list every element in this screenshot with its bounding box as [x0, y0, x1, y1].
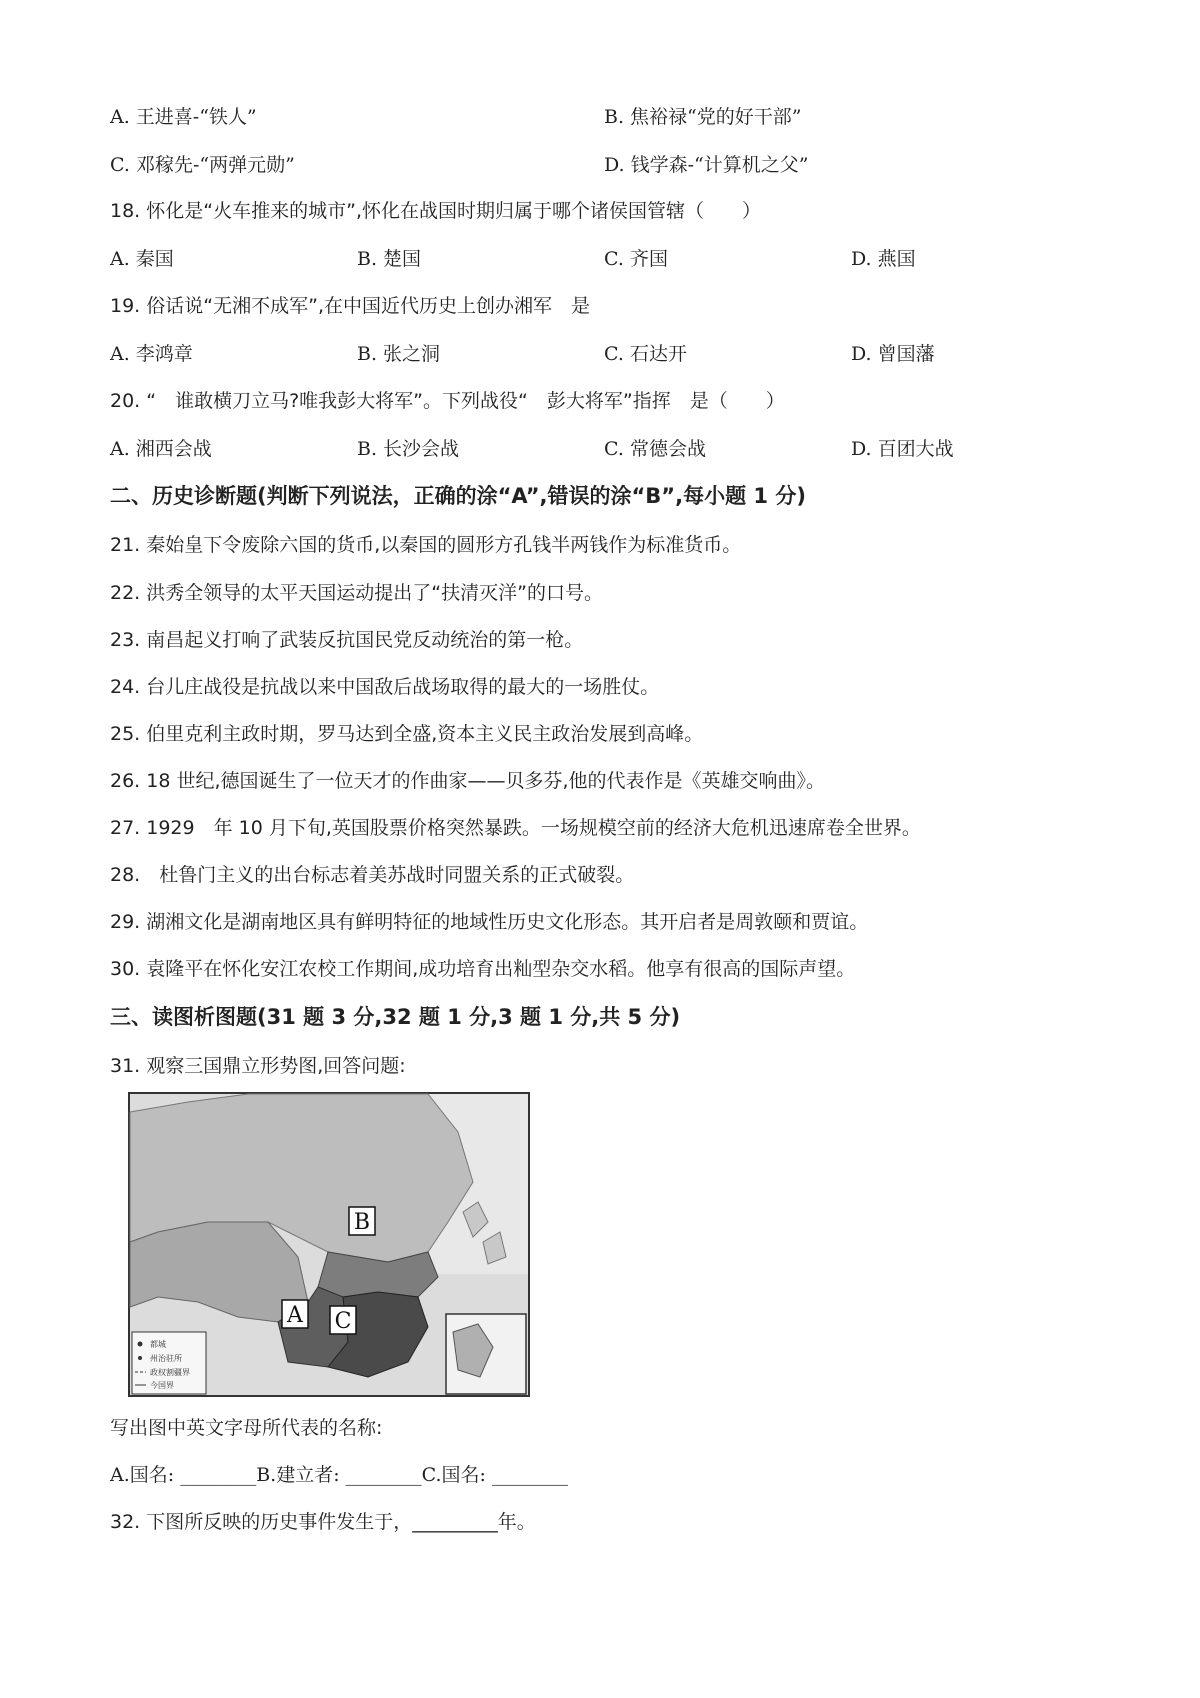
q31-prompt: 写出图中英文字母所代表的名称: [110, 1417, 383, 1439]
section2-title: 二、历史诊断题(判断下列说法，正确的涂“A”,错误的涂“B”,每小题 1 分) [110, 484, 806, 508]
judgment-item-30: 30. 袁隆平在怀化安江农校工作期间,成功培育出籼型杂交水稻。他享有很高的国际声望。 [110, 958, 856, 980]
q19-stem: 19. 俗话说“无湘不成军”,在中国近代历史上创办湘军 是 [110, 295, 590, 317]
q20-option-b: B. 长沙会战 [357, 438, 460, 460]
legend-prefecture: 州治驻所 [150, 1354, 182, 1363]
q18-option-a: A. 秦国 [110, 248, 174, 270]
q17-option-a: A. 王进喜-“铁人” [110, 106, 257, 128]
q19-option-a: A. 李鸿章 [110, 343, 193, 365]
q19-option-c: C. 石达开 [604, 343, 687, 365]
judgment-item-26: 26. 18 世纪,德国诞生了一位天才的作曲家——贝多芬,他的代表作是《英雄交响曲》。 [110, 770, 826, 792]
judgment-item-21: 21. 秦始皇下令废除六国的货币,以秦国的圆形方孔钱半两钱作为标准货币。 [110, 534, 742, 556]
three-kingdoms-map [128, 1092, 530, 1397]
q17-option-c: C. 邓稼先-“两弹元勋” [110, 154, 295, 176]
judgment-item-24: 24. 台儿庄战役是抗战以来中国敌后战场取得的最大的一场胜仗。 [110, 676, 660, 698]
map-label-a: A [287, 1303, 303, 1328]
q18-stem: 18. 怀化是“火车推来的城市”,怀化在战国时期归属于哪个诸侯国管辖（ ） [110, 200, 761, 222]
q18-option-d: D. 燕国 [851, 248, 916, 270]
q17-option-d: D. 钱学森-“计算机之父” [604, 154, 809, 176]
judgment-item-27: 27. 1929 年 10 月下旬,英国股票价格突然暴跌。一场规模空前的经济大危机迅速席卷全世界。 [110, 817, 921, 839]
q17-option-b: B. 焦裕禄“党的好干部” [604, 106, 802, 128]
section3-title: 三、读图析图题(31 题 3 分,32 题 1 分,3 题 1 分,共 5 分) [110, 1005, 681, 1029]
judgment-item-29: 29. 湖湘文化是湖南地区具有鲜明特征的地域性历史文化形态。其开启者是周敦颐和贾谊。 [110, 911, 869, 933]
q20-option-c: C. 常德会战 [604, 438, 706, 460]
legend-regime-border: 政权割疆界 [150, 1368, 190, 1377]
q18-option-c: C. 齐国 [604, 248, 668, 270]
q19-option-b: B. 张之洞 [357, 343, 441, 365]
judgment-item-28: 28. 杜鲁门主义的出台标志着美苏战时同盟关系的正式破裂。 [110, 864, 635, 886]
legend-modern-border: 今国界 [150, 1381, 174, 1390]
q31-answer-blanks: A.国名: ________B.建立者: ________C.国名: ________ [110, 1464, 568, 1486]
legend-capital: 都城 [150, 1340, 166, 1349]
q32-stem: 32. 下图所反映的历史事件发生于，_________年。 [110, 1511, 536, 1533]
q19-option-d: D. 曾国藩 [851, 343, 935, 365]
judgment-item-23: 23. 南昌起义打响了武装反抗国民党反动统治的第一枪。 [110, 629, 584, 651]
map-label-b: B [353, 1210, 371, 1235]
q20-option-d: D. 百团大战 [851, 438, 954, 460]
q31-stem: 31. 观察三国鼎立形势图,回答问题: [110, 1055, 406, 1077]
q20-stem: 20. “ 谁敢横刀立马?唯我彭大将军”。下列战役“ 彭大将军”指挥 是（ ） [110, 390, 785, 412]
judgment-item-22: 22. 洪秀全领导的太平天国运动提出了“扶清灭洋”的口号。 [110, 582, 603, 604]
map-label-c: C [334, 1309, 352, 1334]
judgment-item-25: 25. 伯里克利主政时期，罗马达到全盛,资本主义民主政治发展到高峰。 [110, 723, 704, 745]
q20-option-a: A. 湘西会战 [110, 438, 212, 460]
q18-option-b: B. 楚国 [357, 248, 422, 270]
